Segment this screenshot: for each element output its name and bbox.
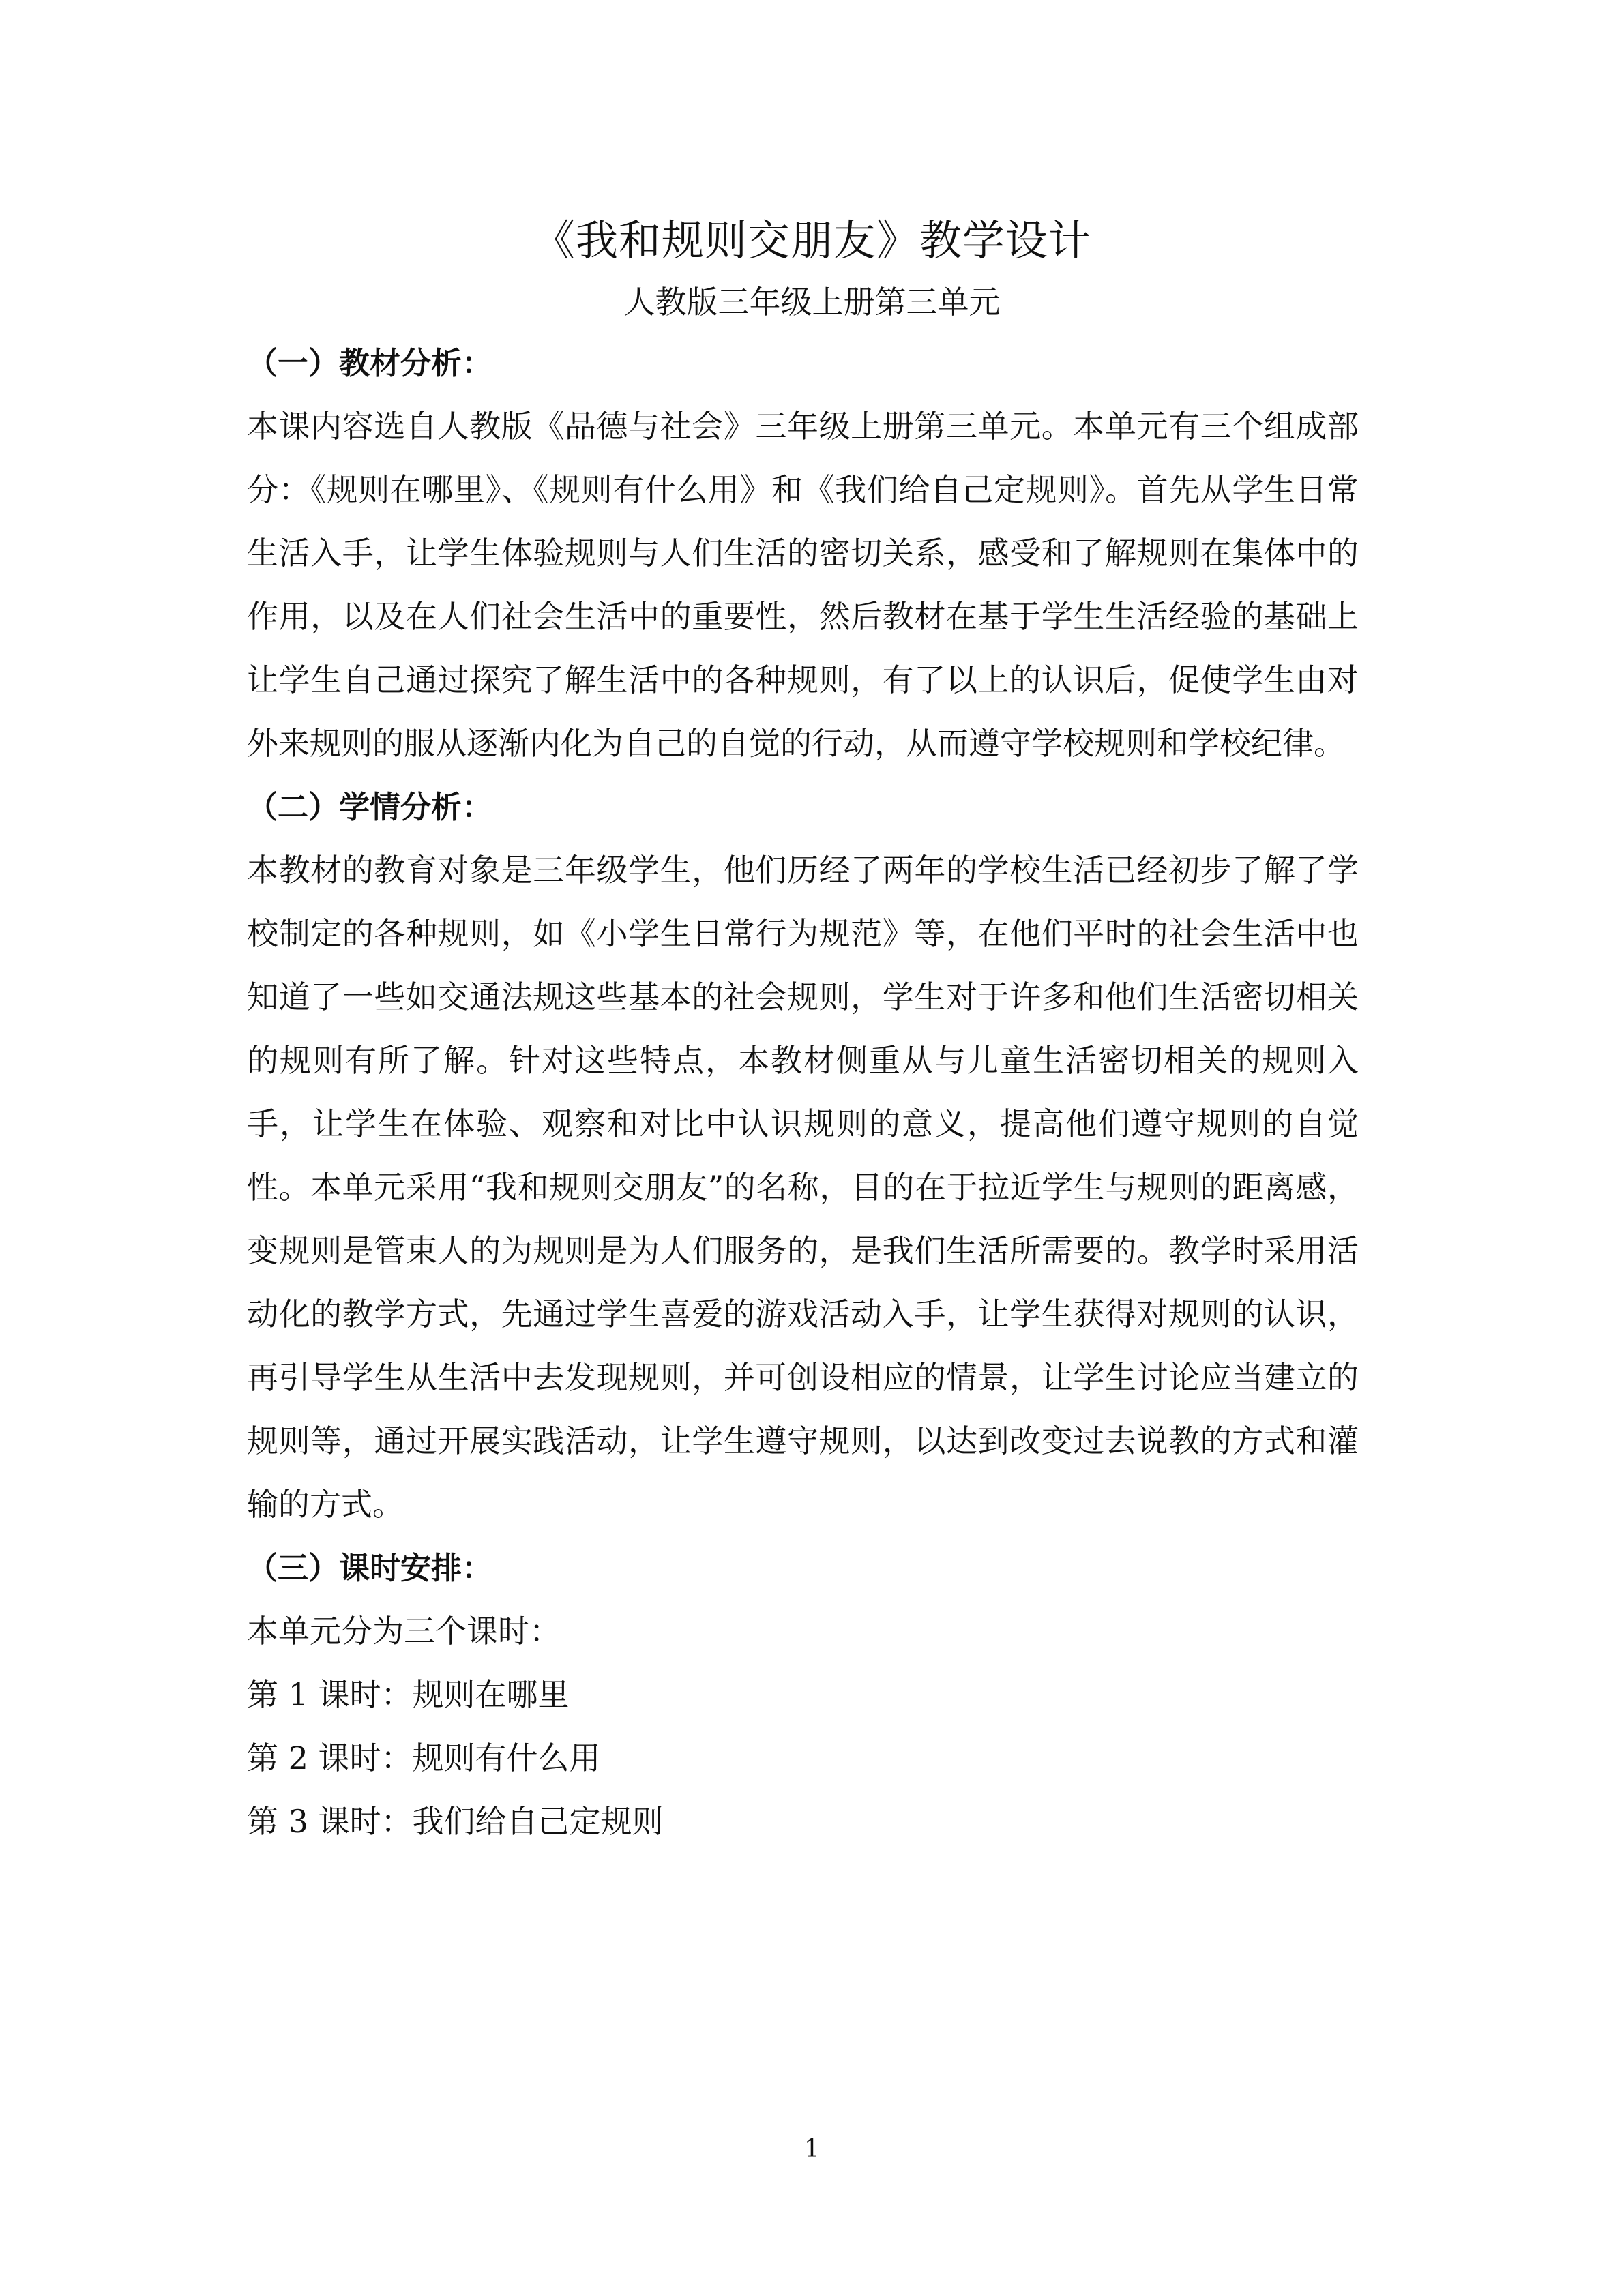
schedule-intro-line: 本单元分为三个课时： <box>247 1613 561 1650</box>
section-heading-student-analysis: （二）学情分析： <box>247 789 493 825</box>
section-text-textbook-analysis: 本课内容选自人教版《品德与社会》三年级上册第三单元。本单元有三个组成部分：《规则在哪里》、《规则有什么用》和《我们给自己定规则》。首先从学生日常生活入手，让学生体验规则与人们生活的密切关系，感受和了解规则在集体中的作用，以及在人们社会生活中的重要性，然后教材在基于学生生活经验的基础上让学生自己通过探究了解生活中的各种规则，有了以上的认识后，促使学生由对外来规则的服从逐渐内化为自己的自觉的行动，从而遵守学校规则和学校纪律。 <box>247 408 1359 762</box>
schedule-item-lesson-1: 第 1 课时：规则在哪里 <box>247 1676 570 1713</box>
section-text-student-analysis: 本教材的教育对象是三年级学生，他们历经了两年的学校生活已经初步了解了学校制定的各种规则，如《小学生日常行为规范》等，在他们平时的社会生活中也知道了一些如交通法规这些基本的社会规则，学生对于许多和他们生活密切相关的规则有所了解。针对这些特点，本教材侧重从与儿童生活密切相关的规则入手，让学生在体验、观察和对比中认识规则的意义，提高他们遵守规则的自觉性。本单元采用“我和规则交朋友”的名称，目的在于拉近学生与规则的距离感，变规则是管束人的为规则是为人们服务的，是我们生活所需要的。教学时采用活动化的教学方式，先通过学生喜爱的游戏活动入手，让学生获得对规则的认识，再引导学生从生活中去发现规则，并可创设相应的情景，让学生讨论应当建立的规则等，通过开展实践活动，让学生遵守规则，以达到改变过去说教的方式和灌输的方式。 <box>247 852 1359 1523</box>
schedule-item-lesson-3: 第 3 课时：我们给自己定规则 <box>247 1803 664 1840</box>
page-number: 1 <box>804 2135 820 2163</box>
section-heading-textbook-analysis: （一）教材分析： <box>247 345 493 381</box>
section-heading-class-schedule: （三）课时安排： <box>247 1550 493 1586</box>
document-subtitle: 人教版三年级上册第三单元 <box>623 284 1001 320</box>
document-title: 《我和规则交朋友》教学设计 <box>532 215 1091 265</box>
schedule-item-lesson-2: 第 2 课时：规则有什么用 <box>247 1740 601 1776</box>
document-body <box>247 331 1359 1853</box>
